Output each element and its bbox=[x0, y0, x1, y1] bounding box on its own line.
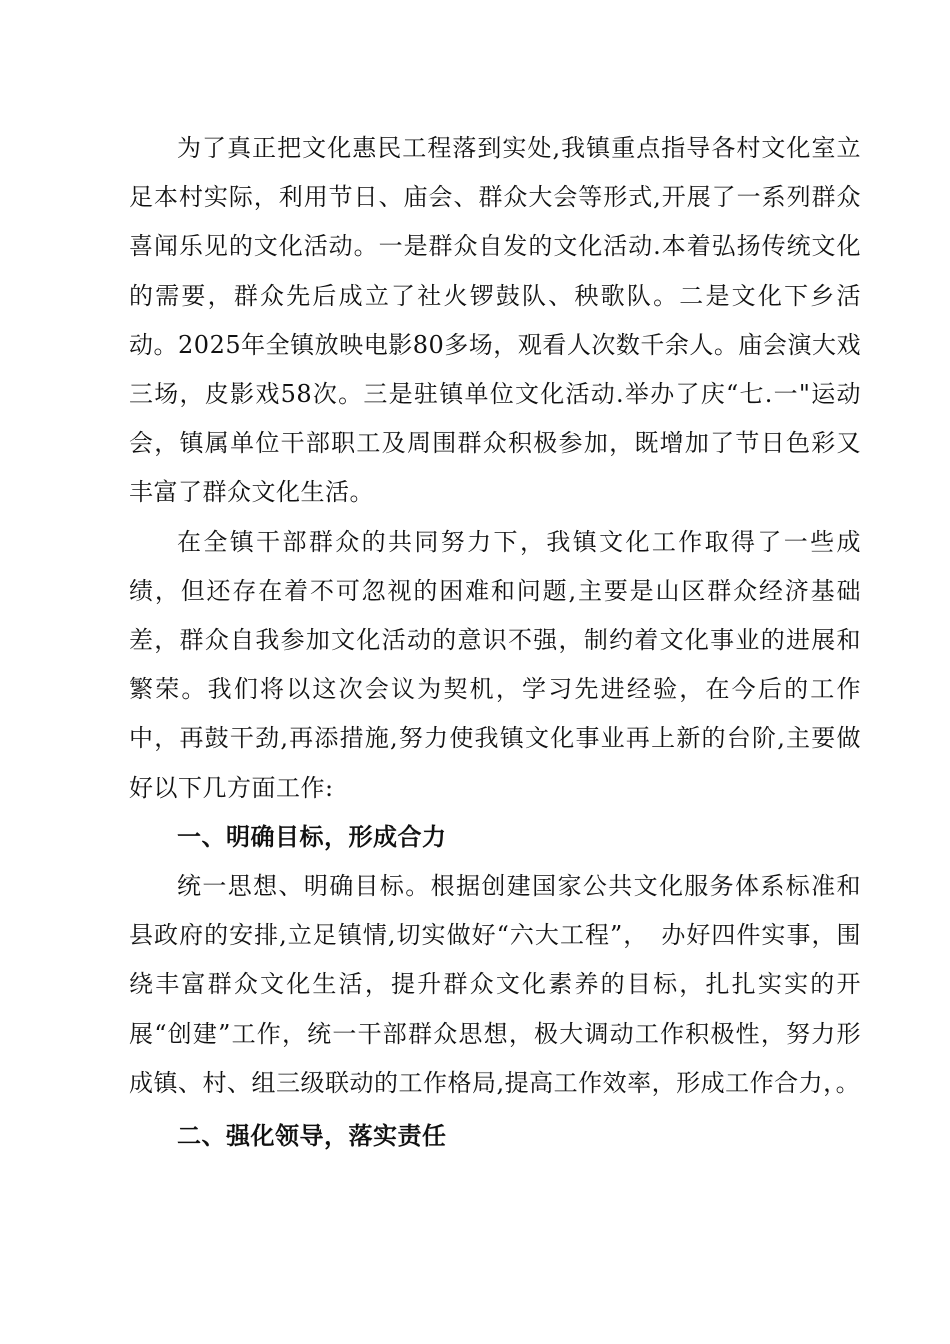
document-body bbox=[129, 124, 861, 1161]
section-heading-one: 一、明确目标，形成合力 bbox=[177, 822, 447, 851]
paragraph-cultural-activities: 为了真正把文化惠民工程落到实处,我镇重点指导各村文化室立足本村实际，利用节日、庙会、群众大会等形式,开展了一系列群众喜闻乐见的文化活动。一是群众自发的文化活动.本着弘扬传统文化的需要，群众先后成立了社火锣鼓队、秧歌队。二是文化下乡活动。2025年全镇放映电影80多场，观看人次数千余人。庙会演大戏三场，皮影戏58次。三是驻镇单位文化活动.举办了庆“七.一"运动会，镇属单位干部职工及周围群众积极参加，既增加了节日色彩又丰富了群众文化生活。 bbox=[129, 134, 861, 507]
paragraph-achievements-problems: 在全镇干部群众的共同努力下，我镇文化工作取得了一些成绩，但还存在着不可忽视的困难和问题,主要是山区群众经济基础差，群众自我参加文化活动的意识不强，制约着文化事业的进展和繁荣。我们将以这次会议为契机，学习先进经验，在今后的工作中，再鼓干劲,再添措施,努力使我镇文化事业再上新的台阶,主要做好以下几方面工作: bbox=[129, 527, 861, 802]
paragraph-section-one-body: 统一思想、明确目标。根据创建国家公共文化服务体系标准和县政府的安排,立足镇情,切实做好“六大工程”， 办好四件实事，围绕丰富群众文化生活，提升群众文化素养的目标，扎扎实实的开展“创建”工作，统一干部群众思想，极大调动工作积极性，努力形成镇、村、组三级联动的工作格局,提高工作效率，形成工作合力，。 bbox=[129, 872, 861, 1097]
section-heading-two: 二、强化领导，落实责任 bbox=[177, 1122, 447, 1151]
